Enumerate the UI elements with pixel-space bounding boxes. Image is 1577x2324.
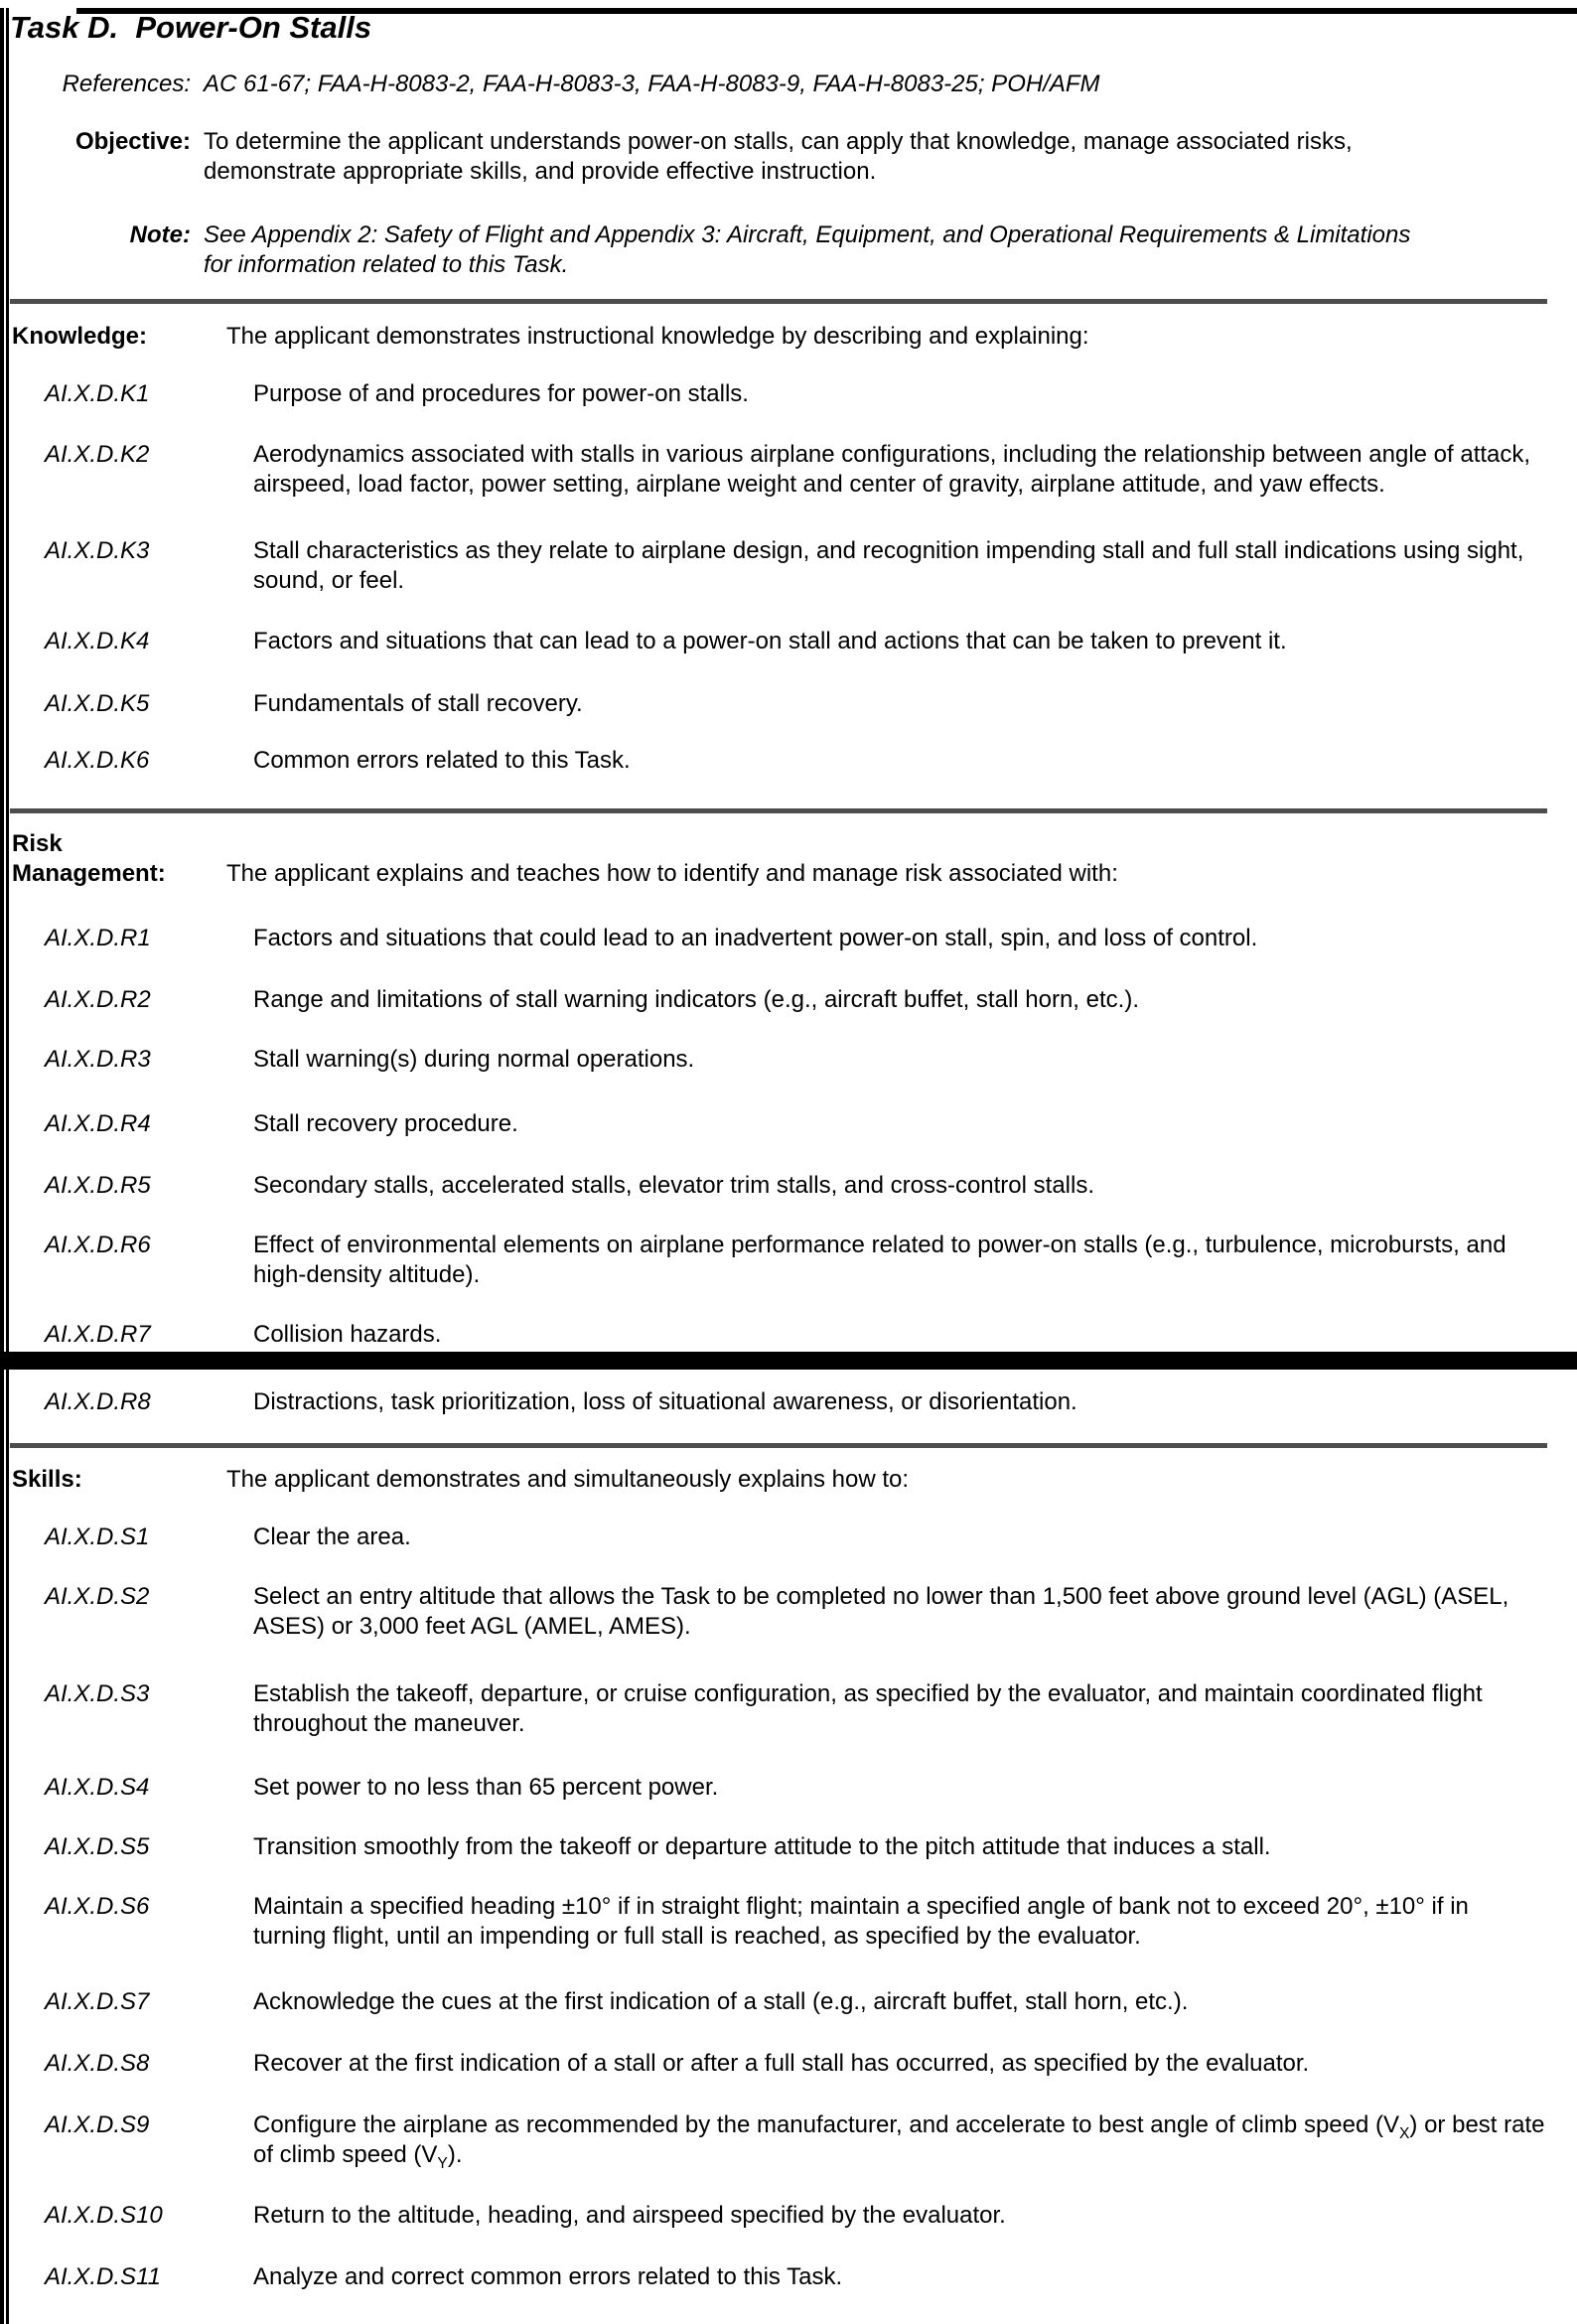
note-text: See Appendix 2: Safety of Flight and Appendix 3: Aircraft, Equipment, and Operational Requirements & Limitations for information related to this Task. — [204, 221, 1411, 278]
item-code: AI.X.D.R8 — [45, 1388, 151, 1415]
item-code: AI.X.D.K3 — [45, 537, 150, 564]
objective-text: To determine the applicant understands power-on stalls, can apply that knowledge, manage associated risks, demonstrate appropriate skills, and provide effective instruction. — [204, 128, 1353, 185]
item-code: AI.X.D.S4 — [45, 1774, 150, 1801]
item-text: Clear the area. — [253, 1524, 411, 1550]
item-code: AI.X.D.S10 — [45, 2202, 163, 2229]
item-code: AI.X.D.R5 — [45, 1172, 151, 1199]
knowledge-item-k3 — [12, 536, 1547, 596]
item-code: AI.X.D.R3 — [45, 1046, 151, 1073]
references-label: References: — [62, 71, 191, 97]
item-code: AI.X.D.S2 — [45, 1583, 150, 1610]
item-text: Secondary stalls, accelerated stalls, elevator trim stalls, and cross-control stalls. — [253, 1172, 1094, 1199]
risk-item-r1 — [12, 924, 1547, 953]
item-text: Establish the takeoff, departure, or cruise configuration, as specified by the evaluator, and maintain coordinated flight throughout the maneuver. — [253, 1680, 1483, 1737]
skills-intro: The applicant demonstrates and simultaneously explains how to: — [226, 1466, 910, 1493]
document-page — [0, 8, 1577, 2292]
risk-management-label: Risk Management: — [12, 830, 166, 887]
item-code: AI.X.D.S9 — [45, 2111, 150, 2138]
knowledge-section-divider — [10, 299, 1547, 304]
skills-item-s8 — [12, 2049, 1547, 2079]
item-text: Distractions, task prioritization, loss of situational awareness, or disorientation. — [253, 1388, 1077, 1415]
references-text: AC 61-67; FAA-H-8083-2, FAA-H-8083-3, FAA-H-8083-9, FAA-H-8083-25; POH/AFM — [204, 71, 1100, 97]
skills-section-divider — [10, 1443, 1547, 1448]
item-code: AI.X.D.S7 — [45, 1988, 150, 2015]
knowledge-intro: The applicant demonstrates instructional knowledge by describing and explaining: — [226, 323, 1089, 350]
skills-item-s3 — [12, 1679, 1547, 1739]
risk-item-r4 — [12, 1109, 1547, 1139]
item-code: AI.X.D.S5 — [45, 1833, 150, 1860]
knowledge-item-k6 — [12, 746, 1547, 776]
item-text: Stall characteristics as they relate to airplane design, and recognition impending stall and full stall indications using sight, sound, or feel. — [253, 537, 1524, 594]
note-row — [12, 220, 1547, 280]
risk-section-divider — [10, 808, 1547, 813]
item-code: AI.X.D.K1 — [45, 380, 150, 407]
item-code: AI.X.D.S6 — [45, 1893, 150, 1920]
item-code: AI.X.D.K6 — [45, 747, 150, 774]
item-text: Factors and situations that can lead to a power-on stall and actions that can be taken to prevent it. — [253, 628, 1287, 654]
objective-label: Objective: — [74, 128, 191, 155]
risk-management-intro: The applicant explains and teaches how to identify and manage risk associated with: — [226, 860, 1118, 887]
item-code: AI.X.D.S8 — [45, 2050, 150, 2077]
item-code: AI.X.D.R6 — [45, 1232, 151, 1258]
item-text: Factors and situations that could lead to an inadvertent power-on stall, spin, and loss of control. — [253, 925, 1258, 951]
item-text: Analyze and correct common errors related to this Task. — [253, 2263, 843, 2290]
item-text: Set power to no less than 65 percent power. — [253, 1774, 719, 1801]
item-code: AI.X.D.S3 — [45, 1680, 150, 1707]
item-code: AI.X.D.R7 — [45, 1321, 151, 1348]
item-text: Aerodynamics associated with stalls in various airplane configurations, including the relationship between angle of attack, airspeed, load factor, power setting, airplane weight and center of gravity, airplane attitude, and yaw effects. — [253, 441, 1531, 498]
item-code: AI.X.D.R1 — [45, 925, 151, 951]
knowledge-item-k5 — [12, 689, 1547, 719]
skills-item-s1 — [12, 1523, 1547, 1552]
item-text: Stall warning(s) during normal operations. — [253, 1046, 695, 1073]
item-code: AI.X.D.R2 — [45, 986, 151, 1013]
risk-item-r6 — [12, 1231, 1547, 1290]
risk-item-r7 — [12, 1320, 1547, 1350]
skills-item-s11 — [12, 2262, 1547, 2292]
item-text: Stall recovery procedure. — [253, 1110, 518, 1137]
skills-item-s7 — [12, 1987, 1547, 2017]
skills-label: Skills: — [12, 1466, 82, 1493]
objective-row — [12, 127, 1547, 187]
item-text: Return to the altitude, heading, and airspeed specified by the evaluator. — [253, 2202, 1006, 2229]
item-text: Common errors related to this Task. — [253, 747, 631, 774]
item-text: Transition smoothly from the takeoff or departure attitude to the pitch attitude that induces a stall. — [253, 1833, 1271, 1860]
knowledge-header-row — [12, 322, 1547, 352]
risk-header-row — [12, 829, 1547, 889]
note-label: Note: — [129, 221, 191, 248]
skills-item-s6 — [12, 1892, 1547, 1952]
knowledge-item-k4 — [12, 627, 1547, 656]
item-code: AI.X.D.K5 — [45, 690, 150, 717]
risk-item-r3 — [12, 1045, 1547, 1075]
item-code: AI.X.D.K2 — [45, 441, 150, 468]
references-row — [12, 70, 1547, 99]
item-text: Purpose of and procedures for power-on stalls. — [253, 380, 749, 407]
knowledge-label: Knowledge: — [12, 323, 147, 350]
item-text: Effect of environmental elements on airplane performance related to power-on stalls (e.g., turbulence, microbursts, and high-density altitude). — [253, 1232, 1506, 1288]
risk-item-r8 — [12, 1387, 1547, 1417]
skills-item-s4 — [12, 1773, 1547, 1803]
item-code: AI.X.D.K4 — [45, 628, 150, 654]
item-text: Select an entry altitude that allows the Task to be completed no lower than 1,500 feet above ground level (AGL) (ASEL, ASES) or 3,000 feet AGL (AMEL, AMES). — [253, 1583, 1509, 1640]
item-code: AI.X.D.R4 — [45, 1110, 151, 1137]
risk-item-r5 — [12, 1171, 1547, 1201]
knowledge-item-k1 — [12, 379, 1547, 409]
item-code: AI.X.D.S11 — [45, 2263, 161, 2290]
skills-item-s5 — [12, 1832, 1547, 1862]
task-title: Task D. Power-On Stalls — [10, 10, 372, 45]
skills-item-s2 — [12, 1582, 1547, 1642]
item-text: Acknowledge the cues at the first indication of a stall (e.g., aircraft buffet, stall horn, etc.). — [253, 1988, 1189, 2015]
page-break-band — [0, 1352, 1577, 1370]
risk-item-r2 — [12, 985, 1547, 1015]
item-text: Configure the airplane as recommended by the manufacturer, and accelerate to best angle of climb speed $(V_X)$ or best rate of climb speed $(V_Y)$. — [253, 2111, 1545, 2172]
item-text: Recover at the first indication of a stall or after a full stall has occurred, as specified by the evaluator. — [253, 2050, 1310, 2077]
knowledge-item-k2 — [12, 440, 1547, 500]
skills-item-s9 — [12, 2110, 1547, 2170]
skills-item-s10 — [12, 2201, 1547, 2231]
skills-header-row — [12, 1465, 1547, 1495]
item-text: Maintain a specified heading ±10° if in straight flight; maintain a specified angle of bank not to exceed 20°, ±10° if in turning flight, until an impending or full stall is reached, as specified by the evaluator. — [253, 1893, 1469, 1950]
item-text: Fundamentals of stall recovery. — [253, 690, 583, 717]
item-text: Collision hazards. — [253, 1321, 442, 1348]
item-text: Range and limitations of stall warning indicators (e.g., aircraft buffet, stall horn, etc.). — [253, 986, 1139, 1013]
item-code: AI.X.D.S1 — [45, 1524, 150, 1550]
